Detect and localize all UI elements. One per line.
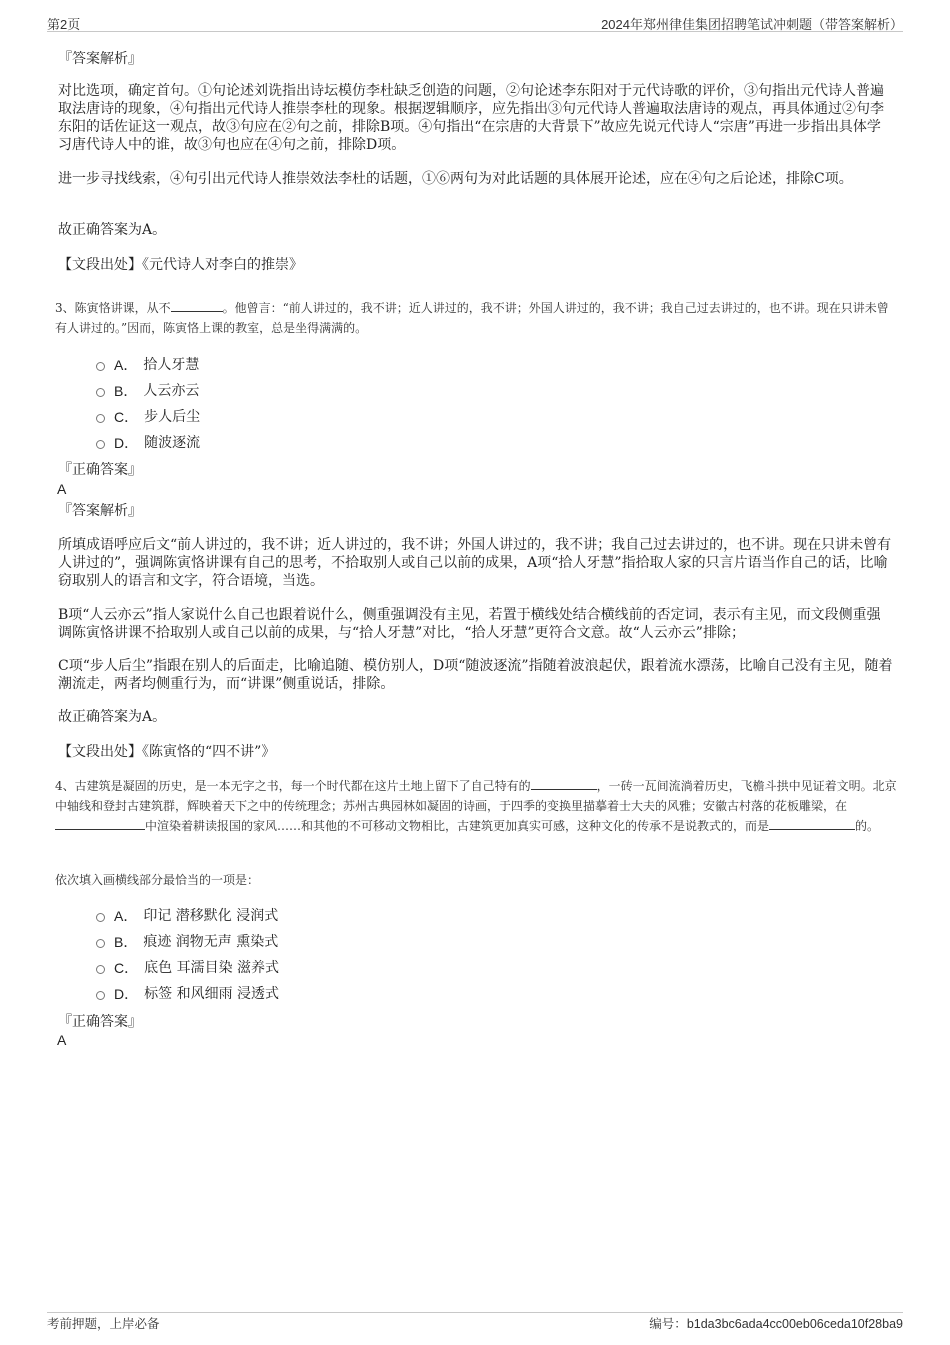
q4-option-c[interactable] bbox=[96, 959, 279, 977]
option-text: 印记 潜移默化 浸润式 bbox=[143, 908, 279, 924]
radio-icon[interactable] bbox=[96, 965, 105, 974]
q3-analysis-label: 『答案解析』 bbox=[58, 503, 142, 519]
q4-blank-3 bbox=[769, 817, 855, 830]
document-title: 2024年郑州律佳集团招聘笔试冲刺题（带答案解析） bbox=[601, 17, 903, 32]
q4-blank-2 bbox=[55, 817, 145, 830]
q4-correct-label: 『正确答案』 bbox=[58, 1014, 142, 1030]
radio-icon[interactable] bbox=[96, 440, 105, 449]
q2-conclusion: 故正确答案为A。 bbox=[58, 222, 167, 238]
option-letter: A． bbox=[114, 357, 138, 373]
q3-stem-pre: 3、陈寅恪讲课，从不 bbox=[55, 301, 171, 315]
option-text: 拾人牙慧 bbox=[143, 357, 200, 373]
q3-option-c[interactable] bbox=[96, 408, 200, 426]
option-text: 随波逐流 bbox=[144, 435, 201, 451]
q4-stem-d: 的。 bbox=[855, 819, 880, 833]
q3-correct-answer: A bbox=[57, 481, 67, 497]
page-number: 第2页 bbox=[47, 17, 81, 32]
footer-slogan: 考前押题，上岸必备 bbox=[47, 1317, 160, 1331]
option-letter: B． bbox=[114, 383, 138, 399]
q4-option-b[interactable] bbox=[96, 933, 278, 951]
q3-blank bbox=[171, 299, 223, 312]
radio-icon[interactable] bbox=[96, 362, 105, 371]
q2-source: 【文段出处】《元代诗人对李白的推崇》 bbox=[58, 257, 303, 273]
option-text: 人云亦云 bbox=[143, 383, 200, 399]
option-letter: B． bbox=[114, 934, 138, 950]
radio-icon[interactable] bbox=[96, 388, 105, 397]
option-text: 步人后尘 bbox=[144, 409, 201, 425]
option-text: 底色 耳濡目染 滋养式 bbox=[144, 960, 280, 976]
option-text: 痕迹 润物无声 熏染式 bbox=[143, 934, 279, 950]
q4-stem-b: ，一砖一瓦间流淌着历史，飞檐斗拱中见证着文明。北京中轴线和登封古建筑群，辉映着天下之中的传统理念；苏州古典园林如凝固的诗画，于四季的变换里描摹着士大夫的风雅；安徽古村落的花板雕梁，在 bbox=[55, 779, 897, 813]
q4-prompt: 依次填入画横线部分最恰当的一项是： bbox=[55, 873, 260, 887]
radio-icon[interactable] bbox=[96, 939, 105, 948]
q3-correct-label: 『正确答案』 bbox=[58, 462, 142, 478]
q4-blank-1 bbox=[531, 777, 597, 790]
radio-icon[interactable] bbox=[96, 414, 105, 423]
footer-code-label: 编号： bbox=[649, 1317, 687, 1331]
q3-analysis-para3: C项“步人后尘”指跟在别人的后面走，比喻追随、模仿别人，D项“随波逐流”指随着波浪起伏，跟着流水漂荡，比喻自己没有主见，随着潮流走，两者均侧重行为，而“讲课”侧重说话，排除。 bbox=[58, 658, 893, 692]
option-letter: D． bbox=[114, 435, 139, 451]
q2-analysis-para1: 对比选项，确定首句。①句论述刘诜指出诗坛模仿李杜缺乏创造的问题，②句论述李东阳对于元代诗歌的评价，③句指出元代诗人普遍取法唐诗的现象，④句指出元代诗人推崇李杜的现象。根据逻辑顺序，应先指出③句元代诗人普遍取法唐诗的观点，再具体通过②句李东阳的话佐证这一观点，故③句应在②句之前，排除B项。④句指出“在宗唐的大背景下”故应先说元代诗人“宗唐”再进一步指出具体学习唐代诗人中的谁，故③句也应在④句之前，排除D项。 bbox=[58, 83, 884, 153]
q3-conclusion: 故正确答案为A。 bbox=[58, 709, 167, 725]
footer-code-value: b1da3bc6ada4cc00eb06ceda10f28ba9 bbox=[686, 1317, 903, 1331]
q4-stem bbox=[55, 776, 900, 836]
q2-analysis-para2: 进一步寻找线索，④句引出元代诗人推崇效法李杜的话题，①⑥两句为对此话题的具体展开论述，应在④句之后论述，排除C项。 bbox=[58, 171, 853, 187]
option-letter: A． bbox=[114, 908, 138, 924]
q4-option-a[interactable] bbox=[96, 907, 278, 925]
q3-stem bbox=[55, 298, 900, 338]
radio-icon[interactable] bbox=[96, 913, 105, 922]
q3-option-a[interactable] bbox=[96, 356, 199, 374]
option-letter: D． bbox=[114, 986, 139, 1002]
option-text: 标签 和风细雨 浸透式 bbox=[144, 986, 280, 1002]
q4-stem-a: 4、古建筑是凝固的历史，是一本无字之书，每一个时代都在这片土地上留下了自己特有的 bbox=[55, 779, 531, 793]
q3-source: 【文段出处】《陈寅恪的“四不讲”》 bbox=[58, 744, 276, 760]
option-letter: C． bbox=[114, 960, 139, 976]
radio-icon[interactable] bbox=[96, 991, 105, 1000]
q3-option-d[interactable] bbox=[96, 434, 200, 452]
q4-stem-c: 中渲染着耕读报国的家风……和其他的不可移动文物相比，古建筑更加真实可感，这种文化的传承不是说教式的，而是 bbox=[145, 819, 770, 833]
q4-correct-answer: A bbox=[57, 1032, 67, 1048]
q3-analysis-para2: B项“人云亦云”指人家说什么自己也跟着说什么，侧重强调没有主见，若置于横线处结合横线前的否定词，表示有主见，而文段侧重强调陈寅恪讲课不拾取别人或自己以前的成果，与“拾人牙慧”对比，“拾人牙慧”更符合文意。故“人云亦云”排除； bbox=[58, 607, 881, 641]
q3-analysis-para1: 所填成语呼应后文“前人讲过的，我不讲；近人讲过的，我不讲；外国人讲过的，我不讲；我自己过去讲过的，也不讲。现在只讲未曾有人讲过的”，强调陈寅恪讲课有自己的思考，不拾取别人或自己以前的成果，A项“拾人牙慧”指拾取人家的只言片语当作自己的话，比喻窃取别人的语言和文字，符合语境，当选。 bbox=[58, 537, 892, 589]
footer-divider bbox=[47, 1312, 903, 1313]
q4-option-d[interactable] bbox=[96, 985, 279, 1003]
option-letter: C． bbox=[114, 409, 139, 425]
q3-option-b[interactable] bbox=[96, 382, 199, 400]
header-divider bbox=[47, 31, 903, 32]
footer-code bbox=[649, 1314, 903, 1332]
q3-stem-post: 。他曾言：“前人讲过的，我不讲；近人讲过的，我不讲；外国人讲过的，我不讲；我自己过去讲过的，也不讲。现在只讲未曾有人讲过的。”因而，陈寅恪上课的教室，总是坐得满满的。 bbox=[55, 301, 889, 335]
q2-analysis-label: 『答案解析』 bbox=[58, 51, 142, 67]
